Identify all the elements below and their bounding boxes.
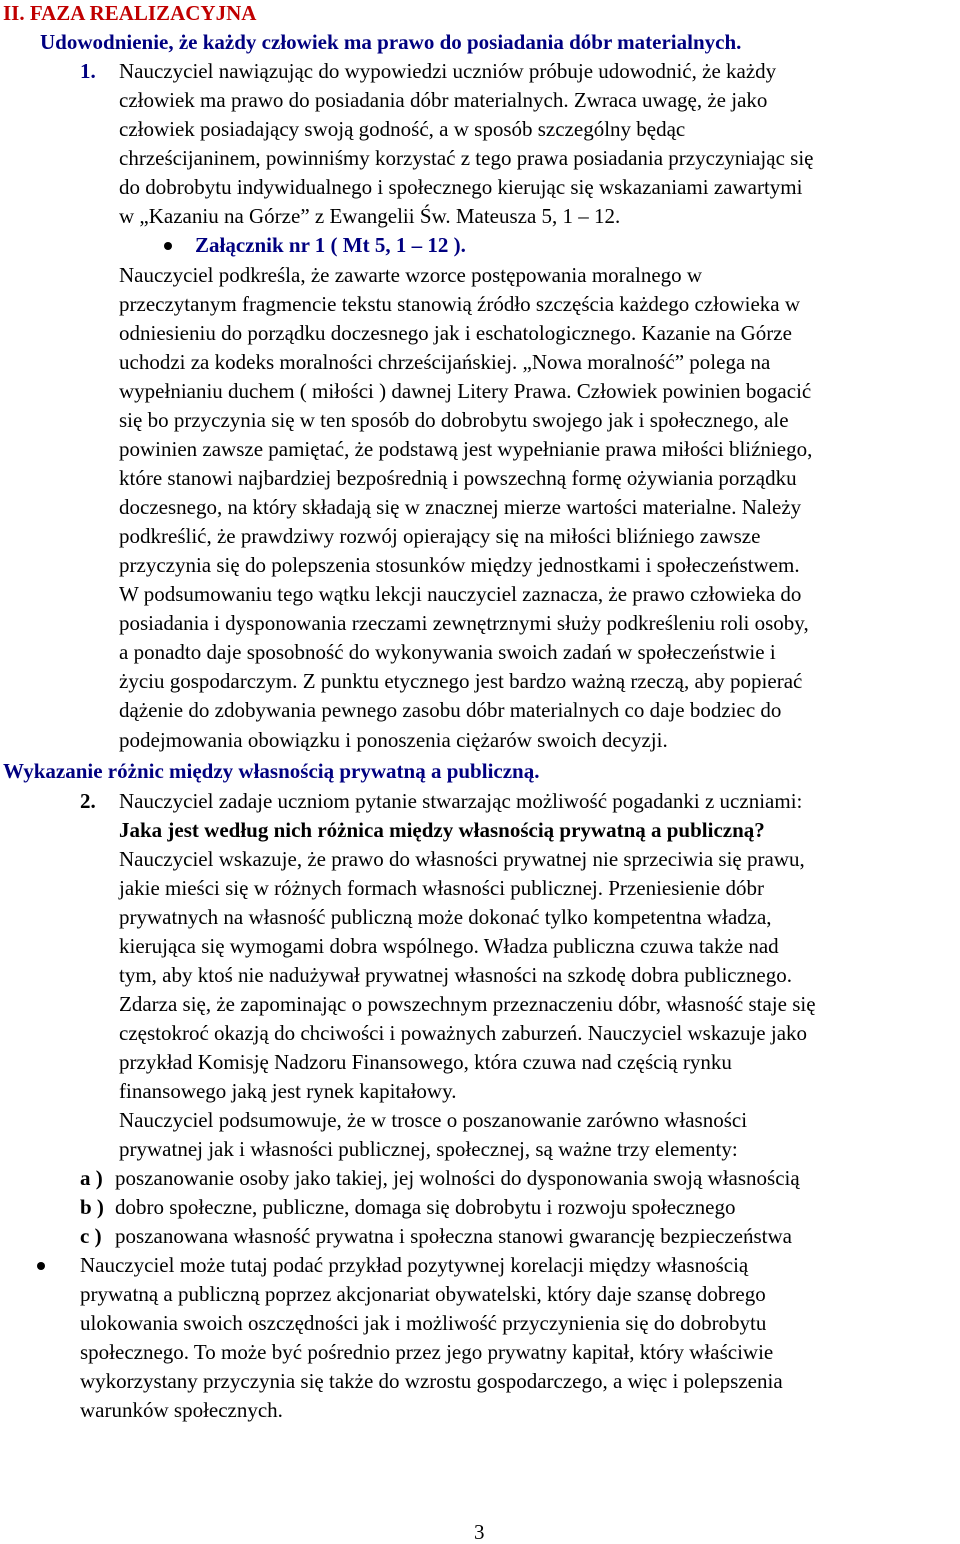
- element-label-b: b ): [80, 1195, 104, 1219]
- topic-heading-1: Udowodnienie, że każdy człowiek ma prawo do posiadania dóbr materialnych.: [40, 30, 742, 54]
- item-number-1: 1.: [80, 59, 96, 83]
- paragraph-line: kierująca się wymogami dobra wspólnego. Władza publiczna czuwa także nad: [119, 934, 779, 958]
- element-label-a: a ): [80, 1166, 103, 1190]
- paragraph-line: przeczytanym fragmencie tekstu stanowią źródło szczęścia każdego człowieka w: [119, 292, 801, 316]
- paragraph-line: warunków społecznych.: [80, 1398, 283, 1422]
- element-label-c: c ): [80, 1224, 102, 1248]
- paragraph-line: podkreślić, że prawdziwy rozwój opierający się na miłości bliźniego zawsze: [119, 524, 761, 548]
- paragraph-line: uchodzi za kodeks moralności chrześcijańskiej. „Nowa moralność” polega na: [119, 350, 771, 374]
- element-text-c: poszanowana własność prywatna i społeczna stanowi gwarancję bezpieczeństwa: [115, 1224, 792, 1248]
- paragraph-line: finansowego jaką jest rynek kapitałowy.: [119, 1079, 457, 1103]
- paragraph-line: prywatną a publiczną poprzez akcjonariat obywatelski, który daje szansę dobrego: [80, 1282, 766, 1306]
- paragraph-line: się bo przyczynia się w ten sposób do dobrobytu swojego jak i społecznego, ale: [119, 408, 789, 432]
- paragraph-line: które stanowi najbardziej bezpośrednią i powszechną formę ożywiania porządku: [119, 466, 797, 490]
- paragraph-line: posiadania i dysponowania rzeczami zewnętrznymi służy podkreśleniu roli osoby,: [119, 611, 809, 635]
- paragraph-line: przyczynia się do polepszenia stosunków między jednostkami i społeczeństwem.: [119, 553, 800, 577]
- paragraph-line: wypełnianiu duchem ( miłości ) dawnej Litery Prawa. Człowiek powinien bogacić: [119, 379, 812, 403]
- paragraph-line: życiu gospodarczym. Z punktu etycznego jest bardzo ważną rzeczą, aby popierać: [119, 669, 803, 693]
- paragraph-line: ulokowania swoich oszczędności jak i możliwość przyczynienia się do dobrobytu: [80, 1311, 767, 1335]
- paragraph-line: prywatnej jak i własności publicznej, społecznej, są ważne trzy elementy:: [119, 1137, 738, 1161]
- element-text-b: dobro społeczne, publiczne, domaga się dobrobytu i rozwoju społecznego: [115, 1195, 736, 1219]
- paragraph-line: doczesnego, na który składają się w znacznej mierze wartości materialne. Należy: [119, 495, 802, 519]
- paragraph-line: jakie mieści się w różnych formach własności publicznej. Przeniesienie dóbr: [119, 876, 764, 900]
- paragraph-line: Nauczyciel podkreśla, że zawarte wzorce postępowania moralnego w: [119, 263, 703, 287]
- paragraph-line: W podsumowaniu tego wątku lekcji nauczyciel zaznacza, że prawo człowieka do: [119, 582, 802, 606]
- paragraph-line: Nauczyciel zadaje uczniom pytanie stwarzając możliwość pogadanki z uczniami:: [119, 789, 803, 813]
- section-heading: II. FAZA REALIZACYJNA: [3, 1, 257, 25]
- element-text-a: poszanowanie osoby jako takiej, jej wolności do dysponowania swoją własnością: [115, 1166, 800, 1190]
- paragraph-line: społecznego. To może być pośrednio przez jego prywatny kapitał, który właściwie: [80, 1340, 774, 1364]
- paragraph-line: Nauczyciel nawiązując do wypowiedzi uczniów próbuje udowodnić, że każdy: [119, 59, 777, 83]
- paragraph-line: a ponadto daje sposobność do wykonywania swoich zadań w społeczeństwie i: [119, 640, 776, 664]
- topic-heading-2: Wykazanie różnic między własnością prywatną a publiczną.: [3, 759, 540, 783]
- paragraph-line: człowiek posiadający swoją godność, a w sposób szczególny będąc: [119, 117, 686, 141]
- attachment-reference: Załącznik nr 1 ( Mt 5, 1 – 12 ).: [195, 233, 466, 257]
- paragraph-line: Nauczyciel może tutaj podać przykład pozytywnej korelacji między własnością: [80, 1253, 749, 1277]
- paragraph-line: podejmowania obowiązku i ponoszenia ciężarów swoich decyzji.: [119, 728, 668, 752]
- paragraph-line: powinien zawsze pamiętać, że podstawą jest wypełnianie prawa miłości bliźniego,: [119, 437, 813, 461]
- paragraph-line: częstokroć okazją do chciwości i poważnych zaburzeń. Nauczyciel wskazuje jako: [119, 1021, 808, 1045]
- paragraph-line: chrześcijaninem, powinniśmy korzystać z tego prawa posiadania przyczyniając się: [119, 146, 814, 170]
- paragraph-line: odniesieniu do porządku doczesnego jak i eschatologicznego. Kazanie na Górze: [119, 321, 792, 345]
- paragraph-line: prywatnych na własność publiczną może dokonać tylko kompetentna władza,: [119, 905, 772, 929]
- paragraph-line: wykorzystany przyczynia się także do wzrostu gospodarczego, a więc i polepszenia: [80, 1369, 783, 1393]
- paragraph-line: Nauczyciel podsumowuje, że w trosce o poszanowanie zarówno własności: [119, 1108, 748, 1132]
- paragraph-line: przykład Komisję Nadzoru Finansowego, która czuwa nad częścią rynku: [119, 1050, 732, 1074]
- paragraph-line: dążenie do zdobywania pewnego zasobu dóbr materialnych co daje bodziec do: [119, 698, 782, 722]
- paragraph-line: człowiek ma prawo do posiadania dóbr materialnych. Zwraca uwagę, że jako: [119, 88, 768, 112]
- paragraph-line: w „Kazaniu na Górze” z Ewangelii Św. Mateusza 5, 1 – 12.: [119, 204, 621, 228]
- paragraph-line: tym, aby ktoś nie nadużywał prywatnej własności na szkodę dobra publicznego.: [119, 963, 792, 987]
- question-text: Jaka jest według nich różnica między własnością prywatną a publiczną?: [119, 818, 765, 842]
- paragraph-line: do dobrobytu indywidualnego i społecznego kierując się wskazaniami zawartymi: [119, 175, 803, 199]
- page-number: 3: [474, 1520, 485, 1544]
- paragraph-line: Nauczyciel wskazuje, że prawo do własności prywatnej nie sprzeciwia się prawu,: [119, 847, 805, 871]
- item-number-2: 2.: [80, 789, 96, 813]
- bullet-icon: [37, 1262, 45, 1270]
- bullet-icon: [164, 242, 172, 250]
- paragraph-line: Zdarza się, że zapominając o powszechnym przeznaczeniu dóbr, własność staje się: [119, 992, 816, 1016]
